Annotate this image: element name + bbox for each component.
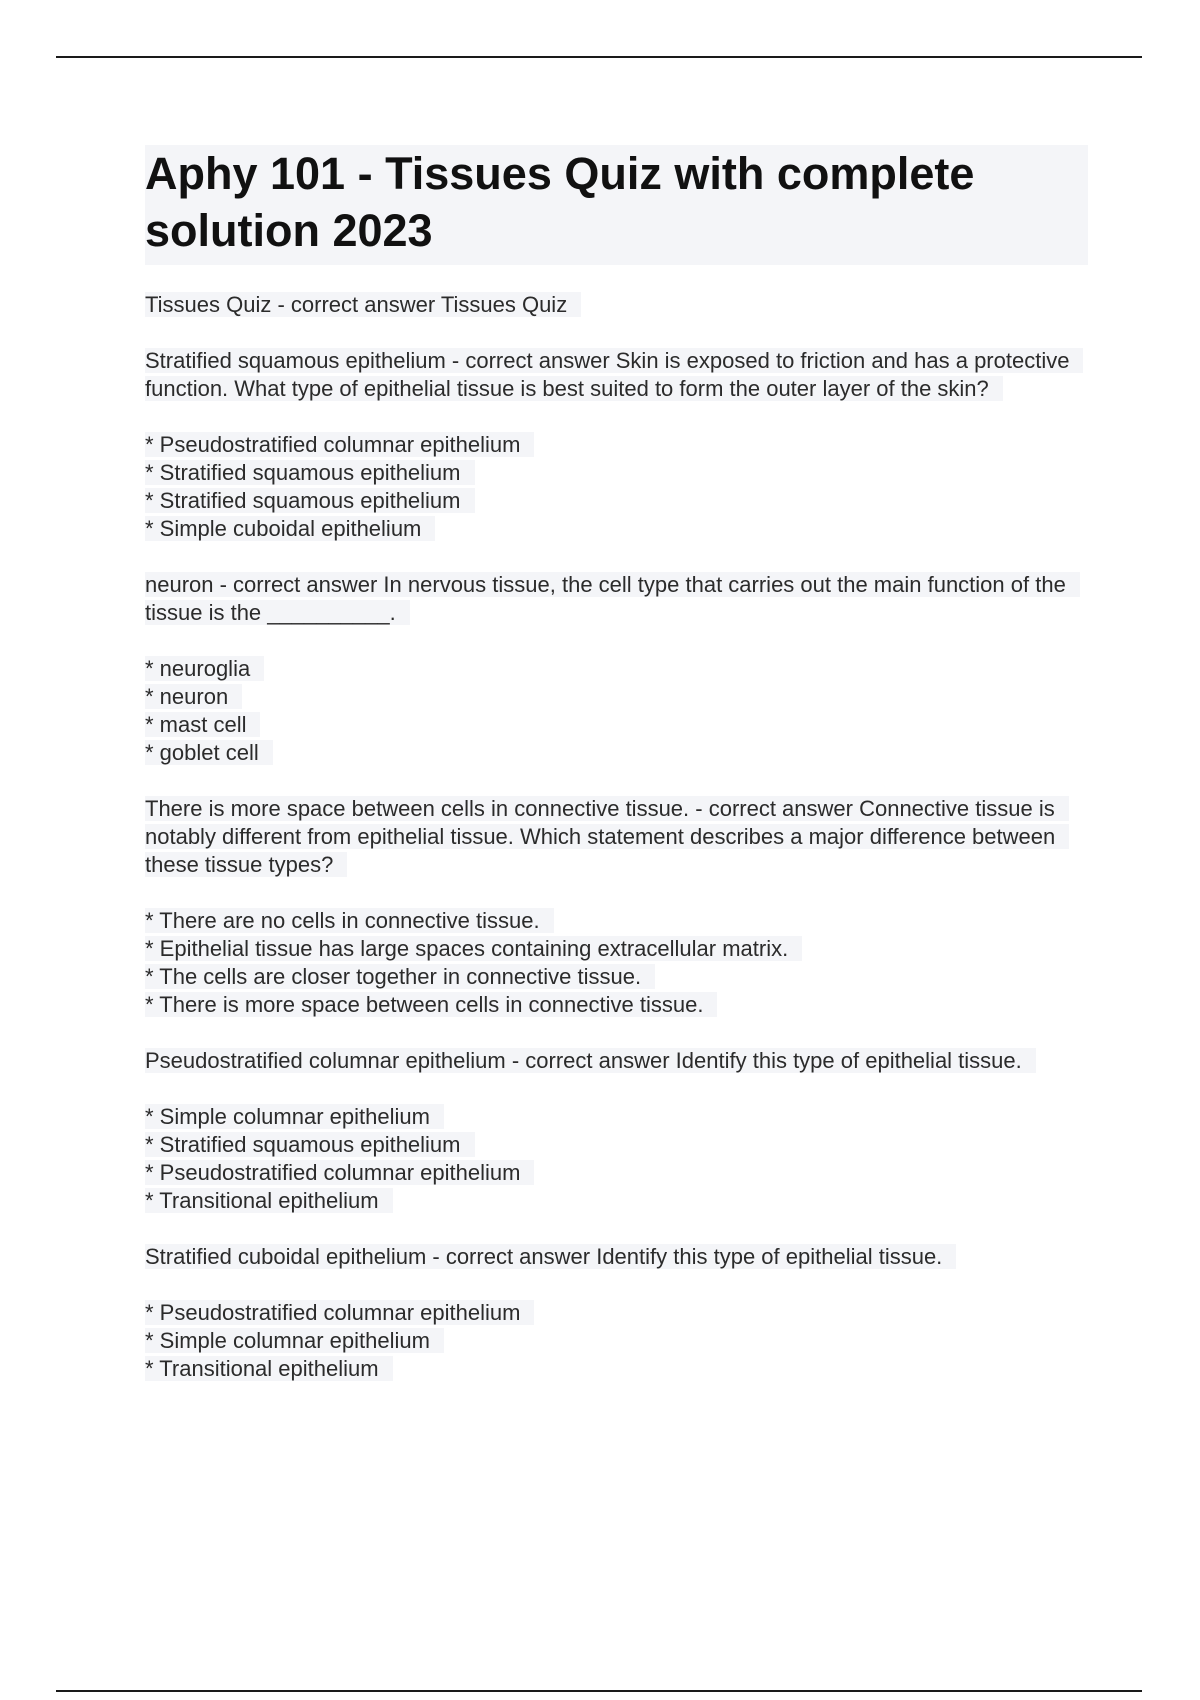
option-text: * Epithelial tissue has large spaces containing extracellular matrix.	[145, 936, 802, 961]
option-text: * Pseudostratified columnar epithelium	[145, 432, 534, 457]
option-text: * There are no cells in connective tissue.	[145, 908, 554, 933]
option-item	[145, 739, 1088, 767]
option-text: * Transitional epithelium	[145, 1356, 393, 1381]
option-text: * goblet cell	[145, 740, 273, 765]
option-text: * Stratified squamous epithelium	[145, 460, 475, 485]
question-text: There is more space between cells in connective tissue. - correct answer Connective tissue is notably different from epithelial tissue. Which statement describes a major difference between these tissue types?	[145, 796, 1069, 877]
option-text: * neuroglia	[145, 656, 264, 681]
question-1	[145, 347, 1088, 403]
title-block	[145, 145, 1088, 265]
question-text: Stratified squamous epithelium - correct answer Skin is exposed to friction and has a protective function. What type of epithelial tissue is best suited to form the outer layer of the skin?	[145, 348, 1083, 401]
option-text: * Transitional epithelium	[145, 1188, 393, 1213]
option-item	[145, 1355, 1088, 1383]
option-item	[145, 459, 1088, 487]
option-text: * Pseudostratified columnar epithelium	[145, 1160, 534, 1185]
option-item	[145, 711, 1088, 739]
option-text: * Simple columnar epithelium	[145, 1104, 444, 1129]
option-item	[145, 515, 1088, 543]
question-5-options	[145, 1299, 1088, 1383]
question-text: neuron - correct answer In nervous tissue, the cell type that carries out the main function of the tissue is the __________.	[145, 572, 1080, 625]
option-item	[145, 1159, 1088, 1187]
question-2-options	[145, 655, 1088, 767]
option-item	[145, 1187, 1088, 1215]
option-item	[145, 1299, 1088, 1327]
option-text: * Simple columnar epithelium	[145, 1328, 444, 1353]
question-1-options	[145, 431, 1088, 543]
option-text: * Pseudostratified columnar epithelium	[145, 1300, 534, 1325]
option-item	[145, 1327, 1088, 1355]
document-body	[145, 145, 1088, 1411]
question-3	[145, 795, 1088, 879]
option-text: * mast cell	[145, 712, 260, 737]
option-item	[145, 935, 1088, 963]
page-title: Aphy 101 - Tissues Quiz with complete solution 2023	[145, 148, 975, 256]
option-item	[145, 991, 1088, 1019]
option-item	[145, 907, 1088, 935]
question-3-options	[145, 907, 1088, 1019]
bottom-rule	[56, 1690, 1142, 1692]
option-item	[145, 1103, 1088, 1131]
option-item	[145, 487, 1088, 515]
option-text: * neuron	[145, 684, 242, 709]
option-item	[145, 963, 1088, 991]
question-4	[145, 1047, 1088, 1075]
option-text: * Stratified squamous epithelium	[145, 1132, 475, 1157]
option-item	[145, 1131, 1088, 1159]
top-rule	[56, 56, 1142, 58]
intro-line	[145, 291, 1088, 319]
question-text: Pseudostratified columnar epithelium - correct answer Identify this type of epithelial tissue.	[145, 1048, 1036, 1073]
question-4-options	[145, 1103, 1088, 1215]
question-text: Stratified cuboidal epithelium - correct answer Identify this type of epithelial tissue.	[145, 1244, 956, 1269]
option-item	[145, 655, 1088, 683]
option-item	[145, 683, 1088, 711]
option-text: * Simple cuboidal epithelium	[145, 516, 435, 541]
option-text: * There is more space between cells in connective tissue.	[145, 992, 717, 1017]
question-5	[145, 1243, 1088, 1271]
intro-text: Tissues Quiz - correct answer Tissues Quiz	[145, 292, 581, 317]
question-2	[145, 571, 1088, 627]
option-text: * Stratified squamous epithelium	[145, 488, 475, 513]
option-item	[145, 431, 1088, 459]
option-text: * The cells are closer together in connective tissue.	[145, 964, 655, 989]
